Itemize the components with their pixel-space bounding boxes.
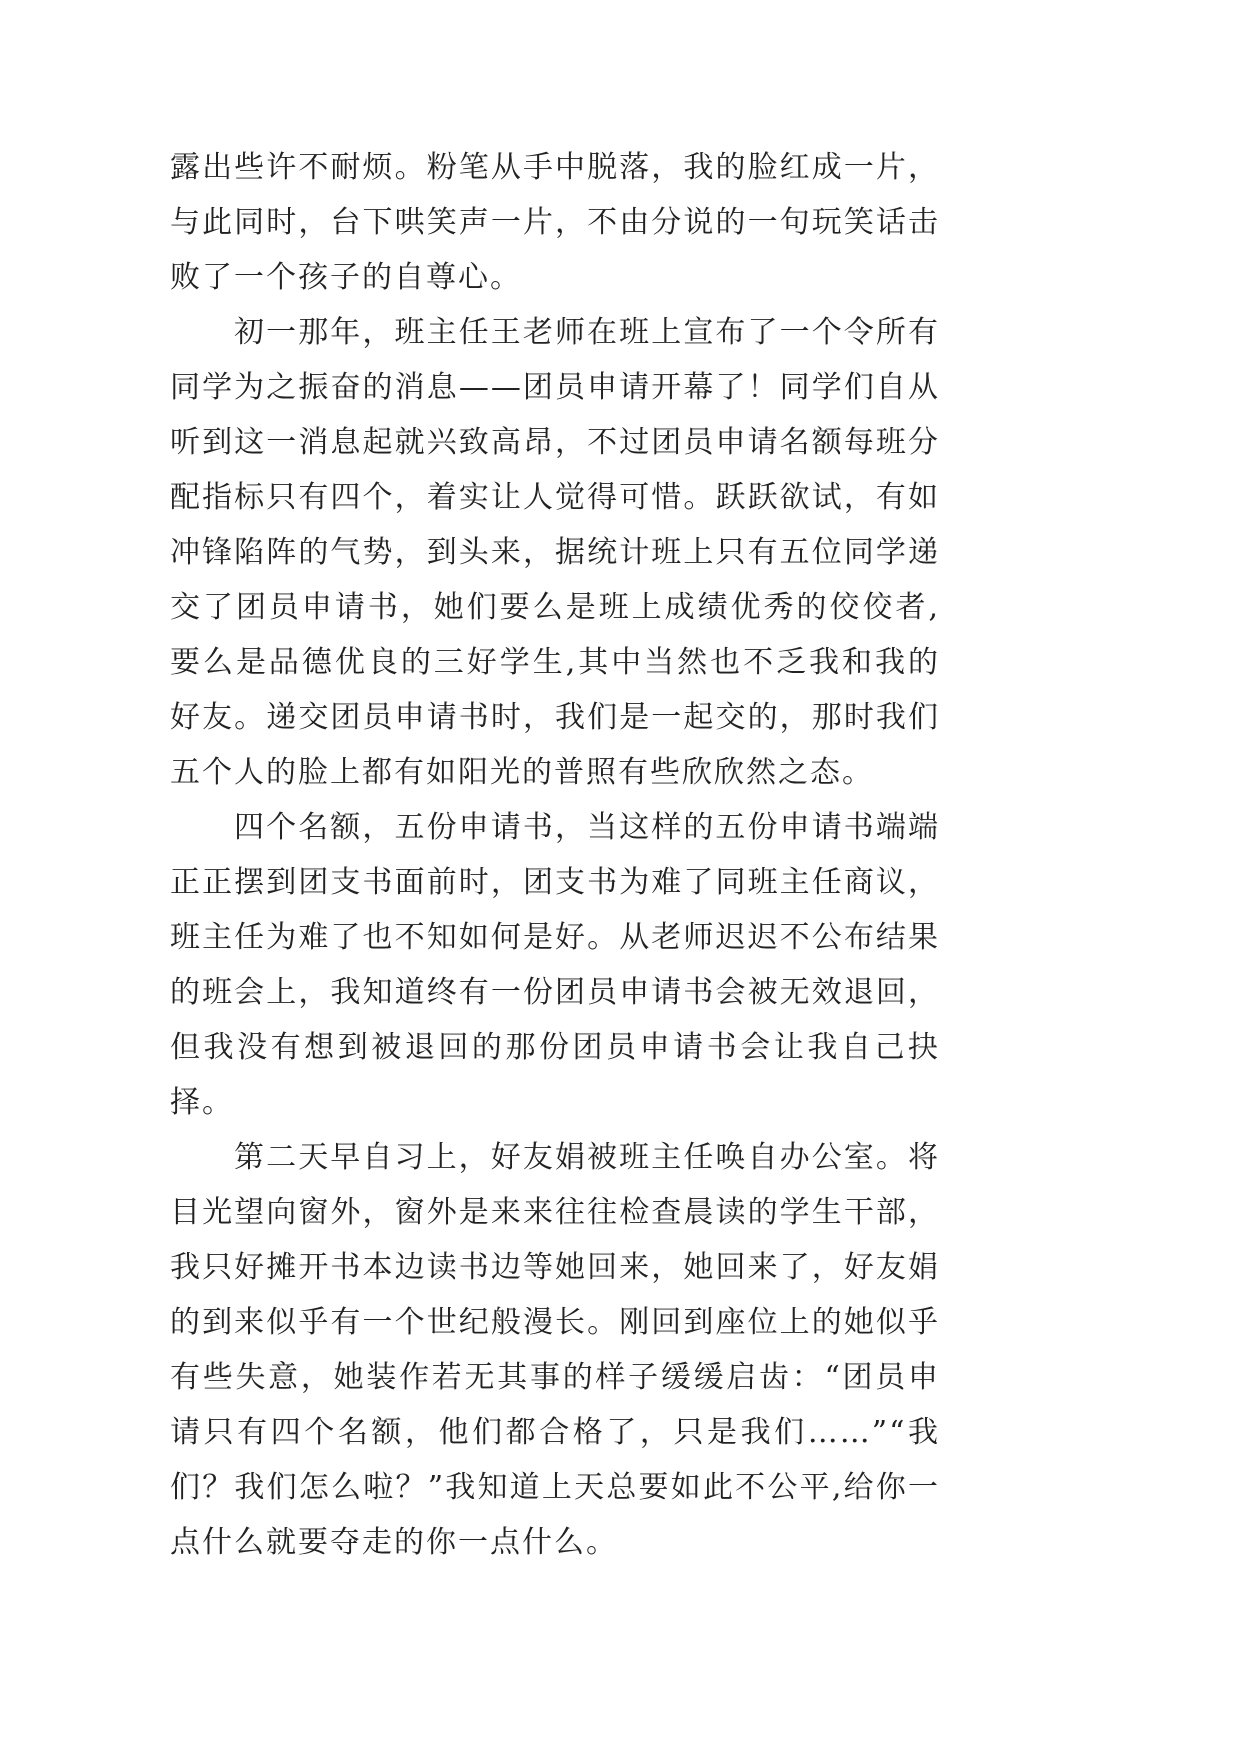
body-text (170, 140, 940, 1570)
paragraph-4: 第二天早自习上，好友娟被班主任唤自办公室。将目光望向窗外，窗外是来来往往检查晨读的学生干部，我只好摊开书本边读书边等她回来，她回来了，好友娟的到来似乎有一个世纪般漫长。刚回到座位上的她似乎有些失意，她装作若无其事的样子缓缓启齿：“团员申请只有四个名额，他们都合格了，只是我们……”“我们？我们怎么啦？”我知道上天总要如此不公平,给你一点什么就要夺走的你一点什么。 (170, 1140, 940, 1560)
paragraph-2: 初一那年，班主任王老师在班上宣布了一个令所有同学为之振奋的消息——团员申请开幕了！同学们自从听到这一消息起就兴致高昂，不过团员申请名额每班分配指标只有四个，着实让人觉得可惜。跃跃欲试，有如冲锋陷阵的气势，到头来，据统计班上只有五位同学递交了团员申请书，她们要么是班上成绩优秀的佼佼者,要么是品德优良的三好学生,其中当然也不乏我和我的好友。递交团员申请书时，我们是一起交的，那时我们五个人的脸上都有如阳光的普照有些欣欣然之态。 (170, 315, 940, 790)
paragraph-3: 四个名额，五份申请书，当这样的五份申请书端端正正摆到团支书面前时，团支书为难了同班主任商议，班主任为难了也不知如何是好。从老师迟迟不公布结果的班会上，我知道终有一份团员申请书会被无效退回，但我没有想到被退回的那份团员申请书会让我自己抉择。 (170, 810, 940, 1120)
paragraph-1: 露出些许不耐烦。粉笔从手中脱落，我的脸红成一片，与此同时，台下哄笑声一片，不由分说的一句玩笑话击败了一个孩子的自尊心。 (170, 150, 940, 295)
